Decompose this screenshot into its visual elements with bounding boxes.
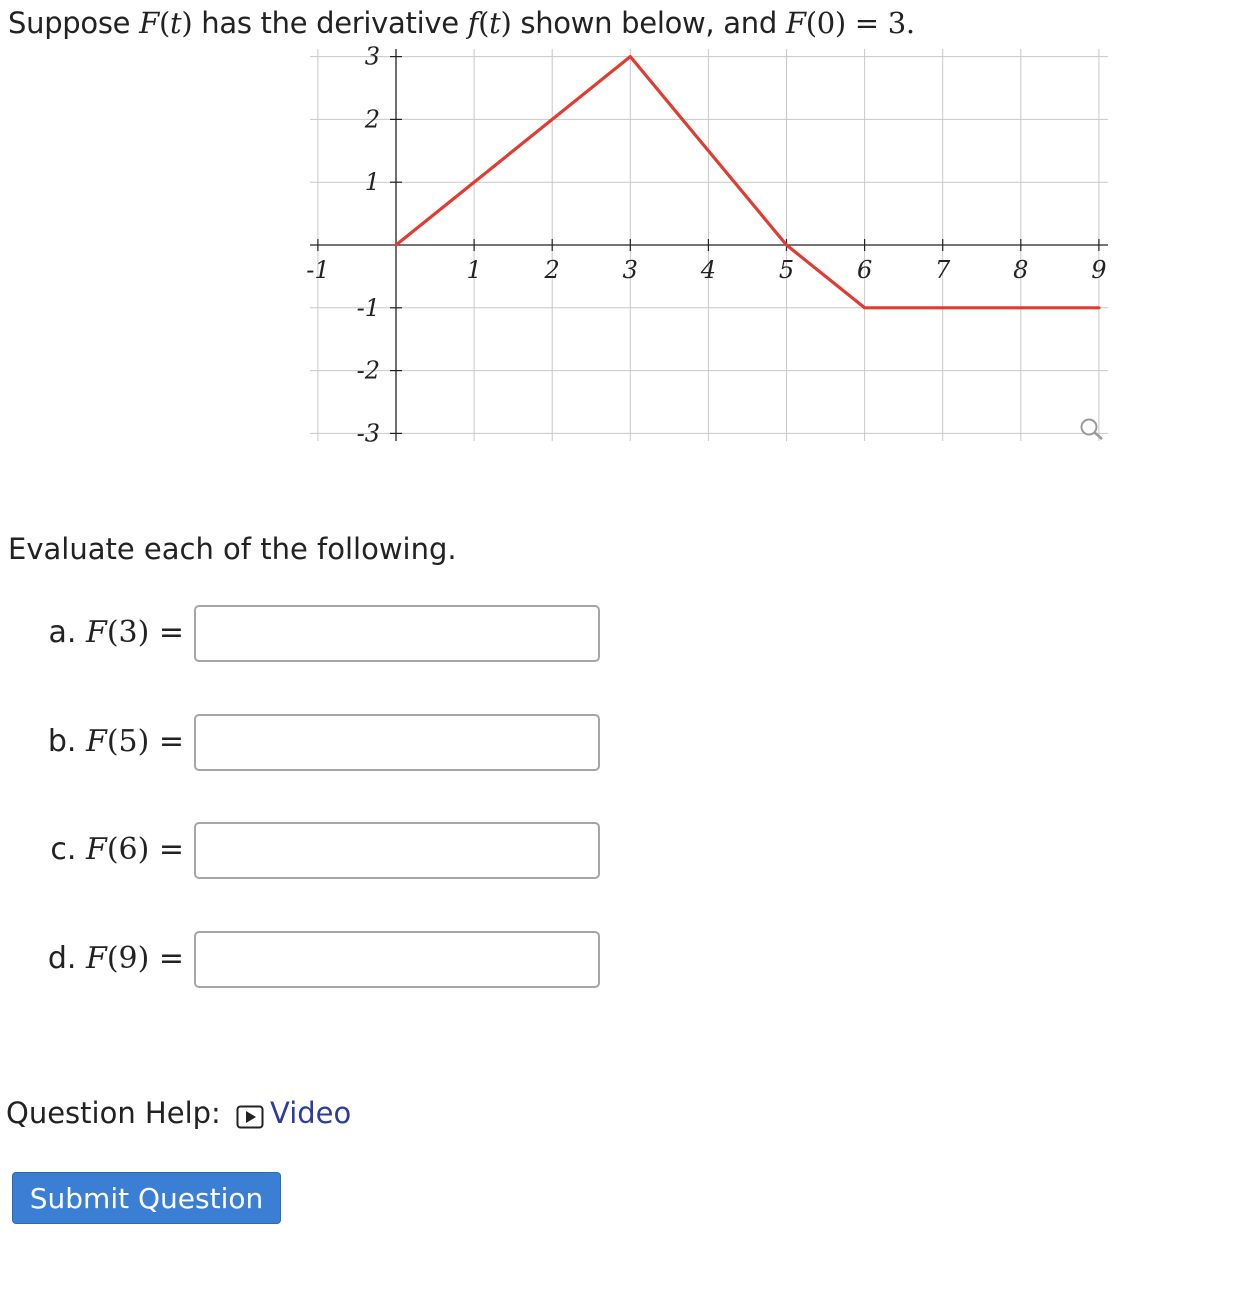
x-tick-label: 9 xyxy=(1091,256,1107,284)
y-tick-label: -3 xyxy=(356,419,380,448)
x-tick-label: 5 xyxy=(778,256,795,284)
submit-question-button[interactable]: Submit Question xyxy=(12,1172,281,1224)
part-a-row xyxy=(0,605,620,667)
part-b-label: b. F(5) = xyxy=(47,724,184,759)
prompt-t-symbol: t xyxy=(169,6,182,40)
prompt-text-2: has the derivative xyxy=(192,6,468,40)
instructions: Evaluate each of the following. xyxy=(8,532,457,566)
part-d-label: d. F(9) = xyxy=(47,941,184,976)
video-link[interactable] xyxy=(236,1096,351,1130)
axes xyxy=(310,49,1108,441)
x-tick-label: 1 xyxy=(466,256,482,284)
part-a-label: a. F(3) = xyxy=(48,615,184,650)
x-tick-label: 4 xyxy=(700,256,717,284)
part-b-row xyxy=(0,714,620,776)
answer-input-a[interactable] xyxy=(194,605,600,662)
video-link-label: Video xyxy=(270,1096,352,1130)
y-tick-label: 3 xyxy=(364,42,380,71)
x-tick-label: 7 xyxy=(935,256,951,284)
part-d-row xyxy=(0,931,620,993)
prompt-t-symbol-2: t xyxy=(489,6,501,40)
prompt-F-symbol-2: F xyxy=(785,6,806,40)
x-tick-label: 3 xyxy=(622,256,638,284)
y-tick-label: 1 xyxy=(364,168,380,197)
prompt-F-symbol: F xyxy=(139,6,159,40)
play-video-icon xyxy=(236,1102,264,1126)
x-tick-label: 2 xyxy=(544,256,560,284)
part-c-row xyxy=(0,822,620,884)
part-c-label: c. F(6) = xyxy=(50,832,184,867)
prompt-text-3: shown below, and xyxy=(511,6,786,40)
answer-input-b[interactable] xyxy=(194,714,600,771)
prompt-f-symbol: f xyxy=(467,6,479,40)
answer-input-d[interactable] xyxy=(194,931,600,988)
question-prompt: Suppose F(t) has the derivative f(t) shown below, and F(0) = 3. xyxy=(8,6,915,40)
y-tick-label: 2 xyxy=(364,105,380,134)
prompt-initial-condition: (0) = 3. xyxy=(805,6,915,40)
x-tick-label: -1 xyxy=(306,256,330,284)
derivative-graph xyxy=(0,0,1249,460)
y-tick-label: -2 xyxy=(356,356,380,385)
y-tick-label: -1 xyxy=(356,293,380,322)
prompt-text-1: Suppose xyxy=(8,6,140,40)
answer-input-c[interactable] xyxy=(194,822,600,879)
x-tick-label: 8 xyxy=(1013,256,1029,284)
x-tick-label: 6 xyxy=(856,256,873,284)
question-help-label: Question Help: xyxy=(6,1096,221,1130)
